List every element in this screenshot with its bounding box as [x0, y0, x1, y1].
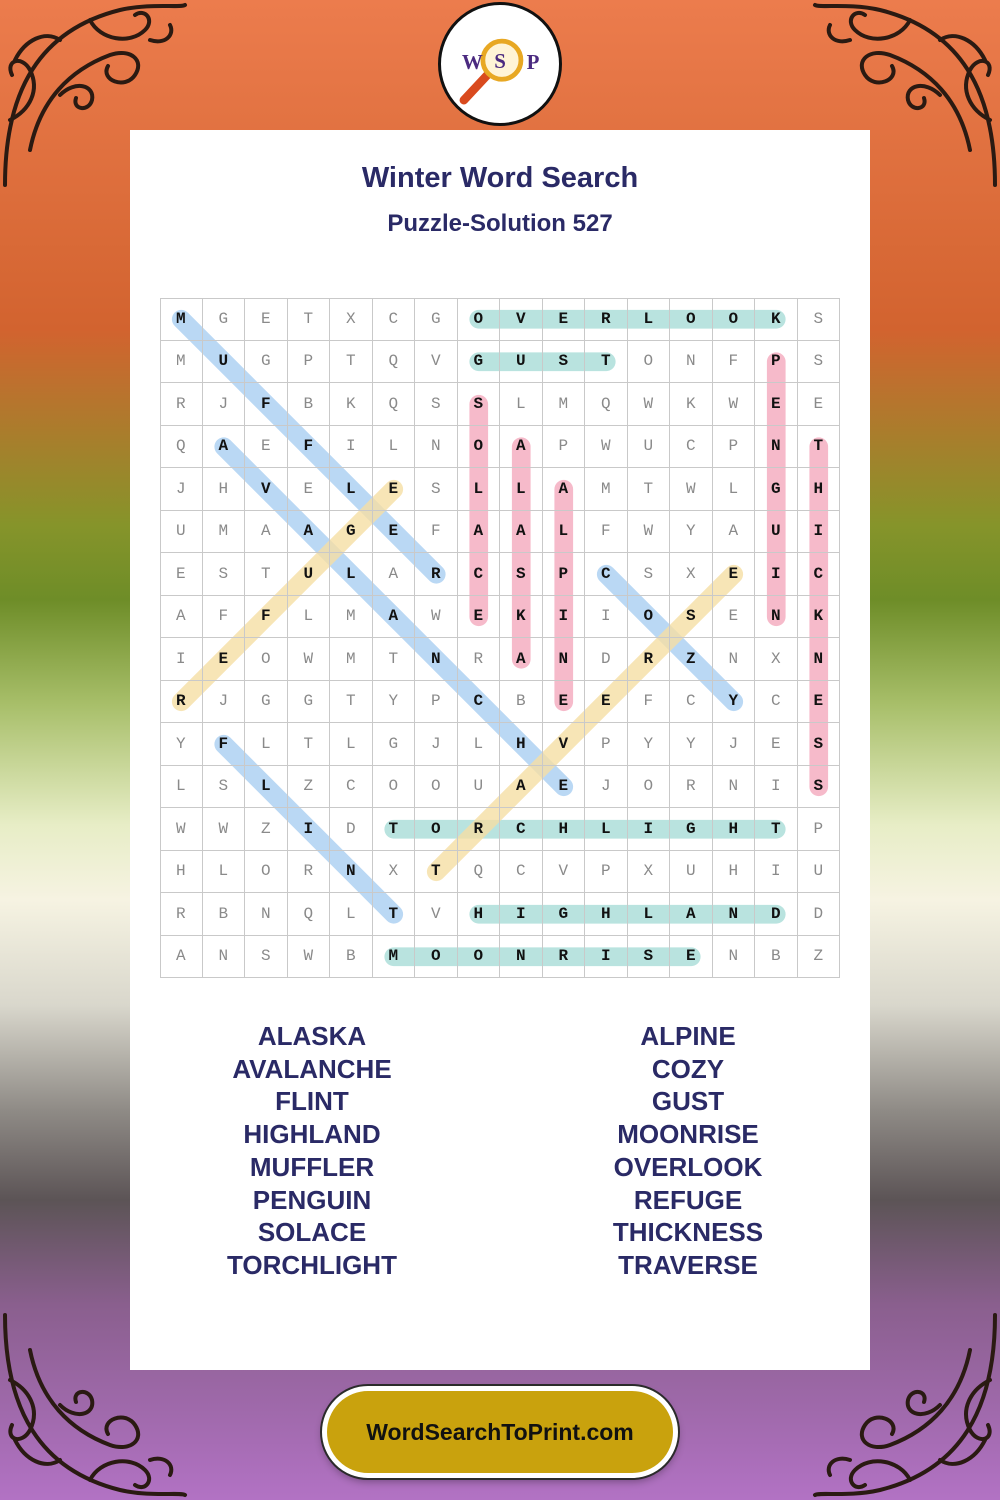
grid-cell[interactable]: I: [543, 596, 586, 639]
word-list-item: OVERLOOK: [613, 1151, 763, 1182]
grid-cell[interactable]: F: [245, 383, 288, 426]
grid-cell[interactable]: V: [245, 468, 288, 511]
grid-cell[interactable]: C: [755, 681, 798, 724]
grid-cell[interactable]: L: [713, 468, 756, 511]
grid-cell[interactable]: B: [755, 936, 798, 979]
grid-cell[interactable]: P: [585, 723, 628, 766]
grid-cell[interactable]: L: [500, 383, 543, 426]
grid-cell[interactable]: N: [500, 936, 543, 979]
grid-cell[interactable]: L: [288, 596, 331, 639]
grid-cell[interactable]: P: [755, 341, 798, 384]
grid-cell[interactable]: P: [585, 851, 628, 894]
grid-cell[interactable]: W: [160, 808, 203, 851]
grid-cell[interactable]: L: [458, 468, 501, 511]
grid-cell[interactable]: Y: [160, 723, 203, 766]
word-list-item: FLINT: [275, 1086, 349, 1117]
grid-cell[interactable]: F: [628, 681, 671, 724]
grid-cell[interactable]: E: [798, 383, 841, 426]
grid-cell[interactable]: Z: [245, 808, 288, 851]
grid-cell[interactable]: H: [585, 893, 628, 936]
grid-cell[interactable]: J: [585, 766, 628, 809]
grid-cell[interactable]: A: [288, 511, 331, 554]
grid-cell[interactable]: T: [373, 638, 416, 681]
grid-cell[interactable]: A: [458, 511, 501, 554]
grid-cell[interactable]: A: [500, 426, 543, 469]
word-list-item: TRAVERSE: [618, 1249, 758, 1280]
grid-cell[interactable]: I: [798, 511, 841, 554]
grid-cell[interactable]: E: [288, 468, 331, 511]
grid-cell[interactable]: O: [458, 426, 501, 469]
grid-cell[interactable]: L: [458, 723, 501, 766]
grid-cell[interactable]: R: [585, 298, 628, 341]
word-list-right: [538, 1020, 838, 1282]
grid-cell[interactable]: F: [585, 511, 628, 554]
grid-cell[interactable]: P: [415, 681, 458, 724]
grid-cell[interactable]: P: [543, 553, 586, 596]
grid-cell[interactable]: U: [288, 553, 331, 596]
grid-cell[interactable]: W: [670, 468, 713, 511]
grid-cell[interactable]: A: [160, 596, 203, 639]
grid-cell[interactable]: T: [245, 553, 288, 596]
grid-cell[interactable]: M: [160, 298, 203, 341]
grid-cell[interactable]: N: [713, 766, 756, 809]
grid-cell[interactable]: I: [500, 893, 543, 936]
grid-cell[interactable]: E: [755, 723, 798, 766]
grid-cell[interactable]: A: [713, 511, 756, 554]
word-list-item: AVALANCHE: [232, 1053, 392, 1084]
grid-cell[interactable]: O: [415, 766, 458, 809]
grid-cell[interactable]: S: [500, 553, 543, 596]
grid-cell[interactable]: L: [330, 723, 373, 766]
grid-cell[interactable]: S: [543, 341, 586, 384]
grid-cell[interactable]: L: [543, 511, 586, 554]
grid-cell[interactable]: N: [670, 341, 713, 384]
grid-cell[interactable]: X: [670, 553, 713, 596]
grid-cell[interactable]: B: [203, 893, 246, 936]
grid-cell[interactable]: L: [330, 553, 373, 596]
grid-cell[interactable]: M: [330, 596, 373, 639]
grid-cell[interactable]: M: [373, 936, 416, 979]
grid-cell[interactable]: G: [203, 298, 246, 341]
grid-cell[interactable]: C: [670, 681, 713, 724]
word-list-item: REFUGE: [633, 1184, 743, 1215]
grid-cell[interactable]: C: [458, 681, 501, 724]
grid-cell[interactable]: Y: [670, 511, 713, 554]
grid-cell[interactable]: Z: [288, 766, 331, 809]
grid-cell[interactable]: V: [543, 723, 586, 766]
grid-cell[interactable]: E: [543, 766, 586, 809]
grid-cell[interactable]: O: [628, 596, 671, 639]
grid-cell[interactable]: J: [203, 681, 246, 724]
page-title: Winter Word Search: [361, 162, 639, 194]
grid-cell[interactable]: E: [713, 553, 756, 596]
grid-cell[interactable]: R: [458, 808, 501, 851]
grid-cell[interactable]: F: [245, 596, 288, 639]
grid-cell[interactable]: G: [288, 681, 331, 724]
grid-cell[interactable]: G: [245, 681, 288, 724]
grid-cell[interactable]: O: [713, 298, 756, 341]
grid-cell[interactable]: W: [203, 808, 246, 851]
grid-cell[interactable]: I: [585, 936, 628, 979]
grid-cell[interactable]: A: [500, 638, 543, 681]
grid-cell[interactable]: Z: [798, 936, 841, 979]
grid-cell[interactable]: U: [798, 851, 841, 894]
grid-cell[interactable]: W: [288, 936, 331, 979]
grid-cell[interactable]: F: [415, 511, 458, 554]
grid-cell[interactable]: B: [500, 681, 543, 724]
grid-cell[interactable]: B: [330, 936, 373, 979]
grid-cell[interactable]: E: [798, 681, 841, 724]
grid-cell[interactable]: O: [373, 766, 416, 809]
grid-cell[interactable]: C: [330, 766, 373, 809]
grid-cell[interactable]: Q: [458, 851, 501, 894]
grid-cell[interactable]: A: [500, 766, 543, 809]
grid-cell[interactable]: Q: [160, 426, 203, 469]
grid-cell[interactable]: A: [543, 468, 586, 511]
grid-cell[interactable]: E: [245, 298, 288, 341]
grid-cell[interactable]: K: [330, 383, 373, 426]
grid-cell[interactable]: E: [458, 596, 501, 639]
grid-cell[interactable]: I: [755, 553, 798, 596]
grid-cell[interactable]: Q: [288, 893, 331, 936]
grid-cell[interactable]: S: [798, 298, 841, 341]
grid-cell[interactable]: I: [288, 808, 331, 851]
grid-cell[interactable]: Q: [373, 383, 416, 426]
grid-cell[interactable]: A: [160, 936, 203, 979]
grid-cell[interactable]: H: [203, 468, 246, 511]
grid-cell[interactable]: O: [628, 341, 671, 384]
grid-cell[interactable]: G: [543, 893, 586, 936]
grid-cell[interactable]: U: [203, 341, 246, 384]
grid-cell[interactable]: N: [203, 936, 246, 979]
grid-cell[interactable]: J: [415, 723, 458, 766]
grid-cell[interactable]: H: [713, 851, 756, 894]
grid-cell[interactable]: F: [203, 723, 246, 766]
grid-cell[interactable]: D: [755, 893, 798, 936]
grid-cell[interactable]: T: [373, 893, 416, 936]
grid-cell[interactable]: T: [288, 298, 331, 341]
grid-cell[interactable]: H: [458, 893, 501, 936]
grid-cell[interactable]: E: [543, 298, 586, 341]
grid-cell[interactable]: P: [713, 426, 756, 469]
grid-cell[interactable]: U: [628, 426, 671, 469]
grid-cell[interactable]: J: [203, 383, 246, 426]
logo-letter-s: S: [494, 48, 506, 73]
grid-cell[interactable]: L: [203, 851, 246, 894]
grid-cell[interactable]: C: [798, 553, 841, 596]
grid-cell[interactable]: L: [330, 468, 373, 511]
grid-cell[interactable]: C: [500, 851, 543, 894]
grid-cell[interactable]: O: [245, 638, 288, 681]
grid-cell[interactable]: N: [755, 426, 798, 469]
grid-cell[interactable]: R: [415, 553, 458, 596]
grid-cell[interactable]: O: [628, 766, 671, 809]
word-list-item: TORCHLIGHT: [227, 1249, 397, 1280]
word-list-item: ALPINE: [640, 1021, 736, 1051]
grid-cell[interactable]: N: [713, 638, 756, 681]
grid-cell[interactable]: G: [755, 468, 798, 511]
grid-cell[interactable]: O: [245, 851, 288, 894]
grid-cell[interactable]: T: [628, 468, 671, 511]
grid-cell[interactable]: P: [288, 341, 331, 384]
word-search-grid: [160, 298, 840, 978]
grid-cell[interactable]: J: [713, 723, 756, 766]
word-list-item: COZY: [651, 1053, 725, 1084]
grid-cell[interactable]: Q: [373, 341, 416, 384]
grid-cell[interactable]: I: [755, 766, 798, 809]
grid-cell[interactable]: L: [373, 426, 416, 469]
grid-cell[interactable]: R: [160, 383, 203, 426]
grid-cell[interactable]: I: [628, 808, 671, 851]
grid-cell[interactable]: T: [288, 723, 331, 766]
grid-cell[interactable]: W: [288, 638, 331, 681]
wsp-logo[interactable]: [438, 2, 562, 126]
grid-cell[interactable]: V: [543, 851, 586, 894]
grid-cell[interactable]: C: [670, 426, 713, 469]
grid-cell[interactable]: S: [670, 596, 713, 639]
grid-cell[interactable]: S: [415, 383, 458, 426]
grid-cell[interactable]: S: [798, 766, 841, 809]
grid-cell[interactable]: O: [670, 298, 713, 341]
grid-cell[interactable]: I: [585, 596, 628, 639]
grid-cell[interactable]: U: [755, 511, 798, 554]
grid-cell[interactable]: U: [500, 341, 543, 384]
grid-cell[interactable]: E: [713, 596, 756, 639]
grid-cell[interactable]: S: [628, 936, 671, 979]
grid-cell[interactable]: X: [755, 638, 798, 681]
word-list-item: PENGUIN: [252, 1184, 372, 1215]
grid-cell[interactable]: L: [585, 808, 628, 851]
grid-cell[interactable]: U: [160, 511, 203, 554]
grid-cell[interactable]: T: [755, 808, 798, 851]
grid-cell[interactable]: H: [713, 808, 756, 851]
grid-cell[interactable]: T: [373, 808, 416, 851]
grid-cell[interactable]: G: [458, 341, 501, 384]
grid-cell[interactable]: A: [373, 596, 416, 639]
grid-cell[interactable]: V: [415, 893, 458, 936]
grid-cell[interactable]: I: [755, 851, 798, 894]
grid-cell[interactable]: S: [798, 341, 841, 384]
grid-cell[interactable]: O: [415, 936, 458, 979]
grid-cell[interactable]: N: [755, 596, 798, 639]
word-list-item: GUST: [651, 1086, 725, 1117]
grid-cell[interactable]: R: [670, 766, 713, 809]
grid-cell[interactable]: D: [798, 893, 841, 936]
grid-cell[interactable]: E: [670, 936, 713, 979]
grid-cell[interactable]: H: [543, 808, 586, 851]
grid-cell[interactable]: X: [373, 851, 416, 894]
grid-cell[interactable]: F: [203, 596, 246, 639]
grid-cell[interactable]: K: [798, 596, 841, 639]
grid-cell[interactable]: N: [543, 638, 586, 681]
grid-cell[interactable]: Z: [670, 638, 713, 681]
grid-cell[interactable]: G: [245, 341, 288, 384]
magnifier-handle: [464, 72, 491, 101]
website-link-button[interactable]: WordSearchToPrint.com: [322, 1386, 678, 1478]
grid-cell[interactable]: Y: [628, 723, 671, 766]
grid-cell[interactable]: C: [373, 298, 416, 341]
grid-cell[interactable]: L: [160, 766, 203, 809]
grid-cell[interactable]: S: [798, 723, 841, 766]
grid-cell[interactable]: S: [628, 553, 671, 596]
grid-cell[interactable]: V: [500, 298, 543, 341]
grid-cell[interactable]: C: [458, 553, 501, 596]
grid-cell[interactable]: G: [670, 808, 713, 851]
word-list-item: MOONRISE: [617, 1119, 759, 1150]
grid-cell[interactable]: W: [415, 596, 458, 639]
grid-cell[interactable]: G: [373, 723, 416, 766]
page-subtitle: Puzzle-Solution 527: [387, 210, 613, 237]
logo-letter-p: P: [526, 49, 540, 74]
grid-cell[interactable]: W: [585, 426, 628, 469]
word-list-left: [162, 1020, 462, 1282]
grid-cell[interactable]: M: [160, 341, 203, 384]
grid-cell[interactable]: C: [500, 808, 543, 851]
grid-cell[interactable]: A: [245, 511, 288, 554]
grid-cell[interactable]: O: [458, 936, 501, 979]
grid-cell[interactable]: K: [500, 596, 543, 639]
grid-cell[interactable]: R: [160, 893, 203, 936]
grid-cell[interactable]: L: [628, 893, 671, 936]
grid-cell[interactable]: L: [245, 723, 288, 766]
grid-cell[interactable]: A: [670, 893, 713, 936]
grid-cell[interactable]: Y: [670, 723, 713, 766]
grid-cell[interactable]: E: [373, 468, 416, 511]
grid-cell[interactable]: O: [458, 298, 501, 341]
grid-cell[interactable]: E: [160, 553, 203, 596]
grid-cell[interactable]: S: [203, 553, 246, 596]
grid-cell[interactable]: L: [628, 298, 671, 341]
grid-cell[interactable]: F: [713, 341, 756, 384]
grid-cell[interactable]: G: [330, 511, 373, 554]
grid-cell[interactable]: N: [415, 426, 458, 469]
grid-cell[interactable]: L: [245, 766, 288, 809]
grid-cell[interactable]: Y: [373, 681, 416, 724]
grid-cell[interactable]: M: [330, 638, 373, 681]
grid-cell[interactable]: B: [288, 383, 331, 426]
grid-cell[interactable]: M: [203, 511, 246, 554]
grid-cell[interactable]: N: [245, 893, 288, 936]
grid-cell[interactable]: P: [543, 426, 586, 469]
grid-cell[interactable]: K: [755, 298, 798, 341]
grid-cell[interactable]: E: [755, 383, 798, 426]
grid-cell[interactable]: K: [670, 383, 713, 426]
grid-cell[interactable]: S: [458, 383, 501, 426]
grid-cell[interactable]: X: [330, 298, 373, 341]
grid-cell[interactable]: E: [543, 681, 586, 724]
grid-cell[interactable]: T: [330, 681, 373, 724]
grid-cell[interactable]: M: [585, 468, 628, 511]
grid-cell[interactable]: I: [330, 426, 373, 469]
grid-cell[interactable]: L: [330, 893, 373, 936]
grid-cell[interactable]: U: [458, 766, 501, 809]
grid-cell[interactable]: N: [713, 936, 756, 979]
grid-cell[interactable]: W: [628, 511, 671, 554]
grid-cell[interactable]: I: [160, 638, 203, 681]
grid-cell[interactable]: S: [203, 766, 246, 809]
grid-cell[interactable]: W: [713, 383, 756, 426]
word-list-item: THICKNESS: [612, 1217, 764, 1248]
grid-cell[interactable]: E: [585, 681, 628, 724]
grid-cell[interactable]: F: [288, 426, 331, 469]
grid-cell[interactable]: N: [713, 893, 756, 936]
grid-cell[interactable]: U: [670, 851, 713, 894]
grid-cell[interactable]: Q: [585, 383, 628, 426]
word-list-item: ALASKA: [257, 1021, 367, 1051]
logo-letter-w: W: [461, 49, 483, 74]
grid-cell[interactable]: T: [330, 341, 373, 384]
grid-cell[interactable]: D: [585, 638, 628, 681]
word-list-item: MUFFLER: [249, 1151, 375, 1182]
grid-cell[interactable]: T: [415, 851, 458, 894]
grid-cell[interactable]: W: [628, 383, 671, 426]
grid-cell[interactable]: R: [288, 851, 331, 894]
grid-cell[interactable]: C: [585, 553, 628, 596]
grid-cell[interactable]: G: [415, 298, 458, 341]
grid-cell[interactable]: E: [203, 638, 246, 681]
grid-cell[interactable]: N: [330, 851, 373, 894]
grid-cell[interactable]: T: [585, 341, 628, 384]
grid-cell[interactable]: R: [628, 638, 671, 681]
grid-cell[interactable]: E: [373, 511, 416, 554]
grid-cell[interactable]: H: [798, 468, 841, 511]
grid-cell[interactable]: V: [415, 341, 458, 384]
grid-cell[interactable]: S: [415, 468, 458, 511]
grid-cell[interactable]: H: [160, 851, 203, 894]
grid-cell[interactable]: O: [415, 808, 458, 851]
grid-cell[interactable]: N: [798, 638, 841, 681]
grid-cell[interactable]: L: [500, 468, 543, 511]
grid-cell[interactable]: S: [245, 936, 288, 979]
grid-cell[interactable]: J: [160, 468, 203, 511]
grid-cell[interactable]: E: [245, 426, 288, 469]
grid-cell[interactable]: R: [160, 681, 203, 724]
grid-cell[interactable]: P: [798, 808, 841, 851]
grid-cell[interactable]: R: [458, 638, 501, 681]
grid-cell[interactable]: A: [373, 553, 416, 596]
grid-cell[interactable]: T: [798, 426, 841, 469]
word-list-item: HIGHLAND: [243, 1119, 381, 1150]
grid-cell[interactable]: A: [500, 511, 543, 554]
word-list-item: SOLACE: [257, 1217, 367, 1248]
grid-cell[interactable]: D: [330, 808, 373, 851]
grid-cell[interactable]: M: [543, 383, 586, 426]
grid-cell[interactable]: H: [500, 723, 543, 766]
grid-cell[interactable]: X: [628, 851, 671, 894]
grid-cell[interactable]: R: [543, 936, 586, 979]
grid-cell[interactable]: N: [415, 638, 458, 681]
grid-cell[interactable]: Y: [713, 681, 756, 724]
grid-cell[interactable]: A: [203, 426, 246, 469]
